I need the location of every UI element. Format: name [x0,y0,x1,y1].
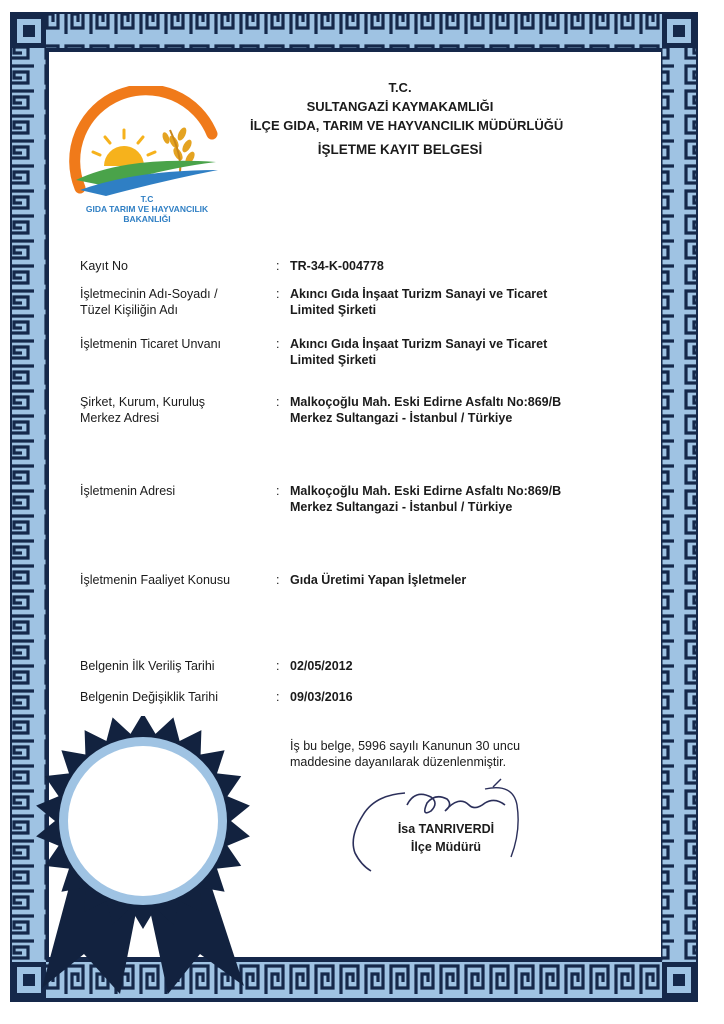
rosette-seal-icon [28,716,258,1006]
field-colon: : [276,690,280,704]
legal-statement: İş bu belge, 5996 sayılı Kanunun 30 uncu maddesine dayanılarak düzenlenmiştir. [290,739,521,769]
field-colon: : [276,287,280,301]
field-label: İşletmecinin Adı-Soyadı / Tüzel Kişiliğin Adı [80,287,218,317]
field-label: Şirket, Kurum, Kuruluş Merkez Adresi [80,395,206,425]
signer-block [376,820,516,856]
field-colon: : [276,484,280,498]
field-value: Akıncı Gıda İnşaat Turizm Sanayi ve Ticaret Limited Şirketi [290,287,548,317]
header-directorate: İLÇE GIDA, TARIM VE HAYVANCILIK MÜDÜRLÜĞÜ [250,118,564,133]
field-label: İşletmenin Adresi [80,484,176,498]
logo-ministry-name: GIDA TARIM VE HAYVANCILIK [85,204,209,214]
header-district: SULTANGAZİ KAYMAKAMLIĞI [306,99,494,114]
field-value: 02/05/2012 [290,659,353,673]
field-value: Malkoçoğlu Mah. Eski Edirne Asfaltı No:869/B Merkez Sultangazi - İstanbul / Türkiye [290,395,562,425]
field-colon: : [276,659,280,673]
header-tc: T.C. [388,80,412,95]
field-colon: : [276,259,280,273]
ministry-logo-icon [66,86,226,198]
ministry-logo-caption [62,194,232,224]
field-colon: : [276,395,280,409]
logo-tc-text: T.C [140,194,154,204]
field-value: 09/03/2016 [290,690,353,704]
signer-name: İsa TANRIVERDİ [397,822,495,836]
field-value: Akıncı Gıda İnşaat Turizm Sanayi ve Ticaret Limited Şirketi [290,337,548,367]
field-label: İşletmenin Ticaret Unvanı [80,337,222,351]
field-colon: : [276,337,280,351]
signer-title: İlçe Müdürü [410,840,482,854]
document-header [250,78,564,159]
field-label: İşletmenin Faaliyet Konusu [80,573,231,587]
logo-ministry-suffix: BAKANLIĞI [123,214,171,224]
field-label: Kayıt No [80,259,128,273]
field-label: Belgenin İlk Veriliş Tarihi [80,659,215,673]
field-value: TR-34-K-004778 [290,259,384,273]
field-colon: : [276,573,280,587]
field-label: Belgenin Değişiklik Tarihi [80,690,219,704]
field-value: Gıda Üretimi Yapan İşletmeler [290,573,467,587]
document-title: İŞLETME KAYIT BELGESİ [317,142,483,157]
field-value: Malkoçoğlu Mah. Eski Edirne Asfaltı No:869/B Merkez Sultangazi - İstanbul / Türkiye [290,484,562,514]
